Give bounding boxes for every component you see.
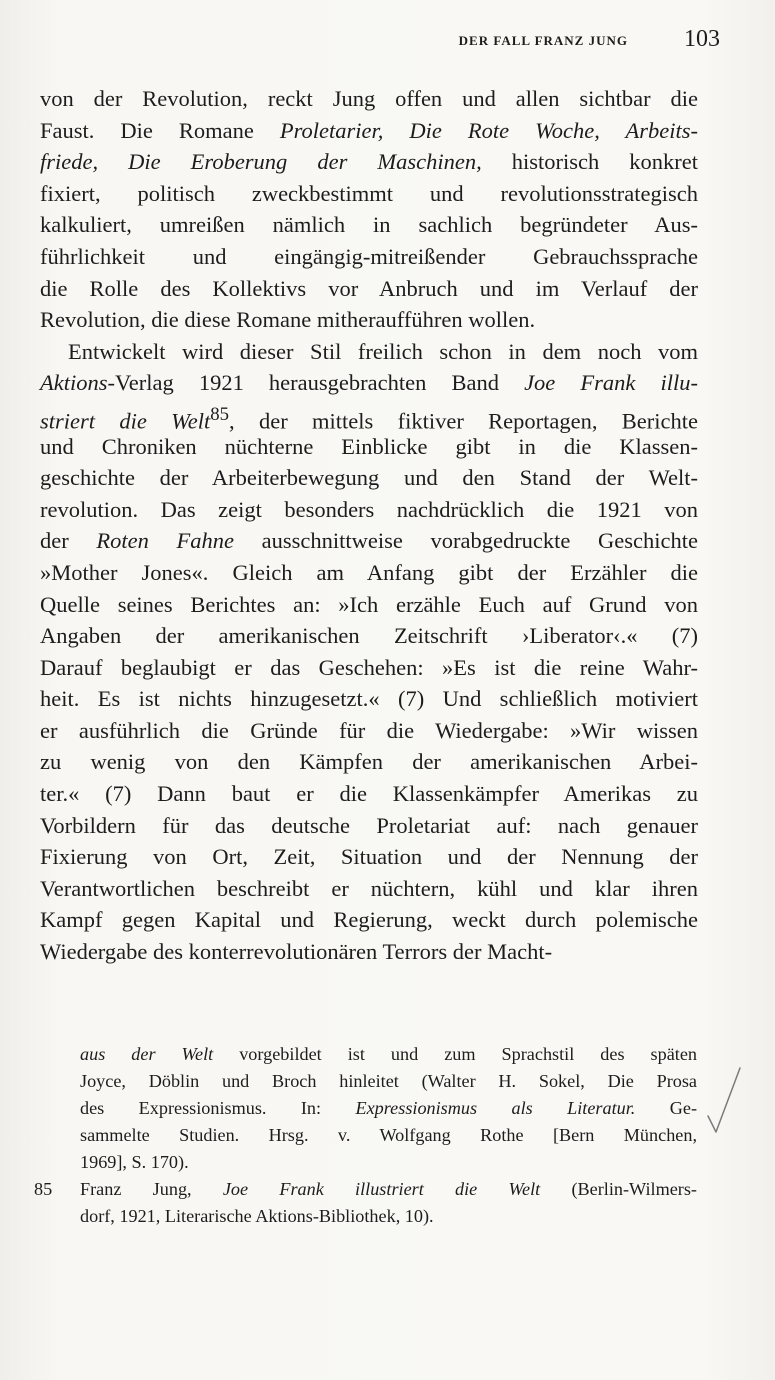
text-line: zu wenig von den Kämpfen der amerikanischen Arbei- [40,749,698,775]
text-line: aus der Welt vorgebildet ist und zum Sprachstil des späten [80,1044,698,1064]
text-line: Faust. Die Romane Proletarier, Die Rote Woche, Arbeits- [40,117,698,143]
text-line: von der Revolution, reckt Jung offen und allen sichtbar die [40,86,698,111]
text-line: Quelle seines Berichtes an: »Ich erzähle Euch auf Grund von [40,591,698,617]
text-line: Entwickelt wird dieser Stil freilich schon in dem noch vom [68,338,698,364]
footnotes [34,1041,698,1230]
text-line: er ausführlich die Gründe für die Wiedergabe: »Wir wissen [40,717,698,743]
text-line: Franz Jung, Joe Frank illustriert die Welt (Berlin-Wilmers- [80,1179,697,1199]
text-line: fixiert, politisch zweckbestimmt und revolutionsstrategisch [40,180,698,206]
footnote-number: 85 [34,1179,53,1199]
text-line: führlichkeit und eingängig-mitreißender Gebrauchssprache [40,243,698,269]
text-line: der Roten Fahne ausschnittweise vorabgedruckte Geschichte [40,528,699,554]
text-line: Aktions-Verlag 1921 herausgebrachten Band Joe Frank illu- [40,370,698,396]
text-line: ter.« (7) Dann baut er die Klassenkämpfer Amerikas zu [40,781,698,807]
text-line: »Mother Jones«. Gleich am Anfang gibt der Erzähler die [40,559,698,585]
text-line: sammelte Studien. Hrsg. v. Wolfgang Rothe [Bern München, [80,1125,697,1145]
text-line: friede, Die Eroberung der Maschinen, historisch konkret [40,149,699,175]
text-line: Angaben der amerikanischen Zeitschrift ›Liberator‹.« (7) [40,623,698,649]
footnote-85-text [80,1176,697,1230]
body-text [40,83,698,968]
text-line: Fixierung von Ort, Zeit, Situation und der Nennung der [40,844,698,870]
text-line: Verantwortlichen beschreibt er nüchtern, kühl und klar ihren [40,875,698,901]
text-line: Vorbildern für das deutsche Proletariat auf: nach genauer [40,812,698,838]
text-line: die Rolle des Kollektivs vor Anbruch und im Verlauf der [40,275,698,301]
text-line: Kampf gegen Kapital und Regierung, weckt durch polemische [40,907,698,933]
text-line: striert die Welt$^{85}$, der mittels fiktiver Reportagen, Berichte [40,403,698,434]
page-number: 103 [684,26,720,52]
text-line: geschichte der Arbeiterbewegung und den Stand der Welt- [40,465,698,491]
footnote-85 [34,1176,697,1230]
text-line: Revolution, die diese Romane mitheraufführen wollen. [40,307,536,333]
text-line: Darauf beglaubigt er das Geschehen: »Es ist die reine Wahr- [40,654,698,680]
text-line: revolution. Das zeigt besonders nachdrücklich die 1921 von [40,496,698,522]
footnote-continuation [80,1041,697,1176]
text-line: 1969], S. 170). [80,1152,189,1172]
text-line: dorf, 1921, Literarische Aktions-Bibliothek, 10). [80,1206,434,1226]
text-line: Joyce, Döblin und Broch hinleitet (Walter H. Sokel, Die Prosa [80,1071,697,1091]
text-line: heit. Es ist nichts hinzugesetzt.« (7) Und schließlich motiviert [40,686,698,712]
text-line: des Expressionismus. In: Expressionismus als Literatur. Ge- [80,1098,697,1118]
text-line: und Chroniken nüchterne Einblicke gibt in die Klassen- [40,433,698,459]
text-line: Wiedergabe des konterrevolutionären Terrors der Macht- [40,939,553,965]
paragraph-1 [40,83,698,336]
page-header [40,26,720,56]
running-head: DER FALL FRANZ JUNG [458,33,628,48]
text-line: kalkuliert, umreißen nämlich in sachlich begründeter Aus- [40,212,698,238]
paragraph-2 [40,336,698,968]
pencil-check-mark-icon [700,1060,750,1140]
